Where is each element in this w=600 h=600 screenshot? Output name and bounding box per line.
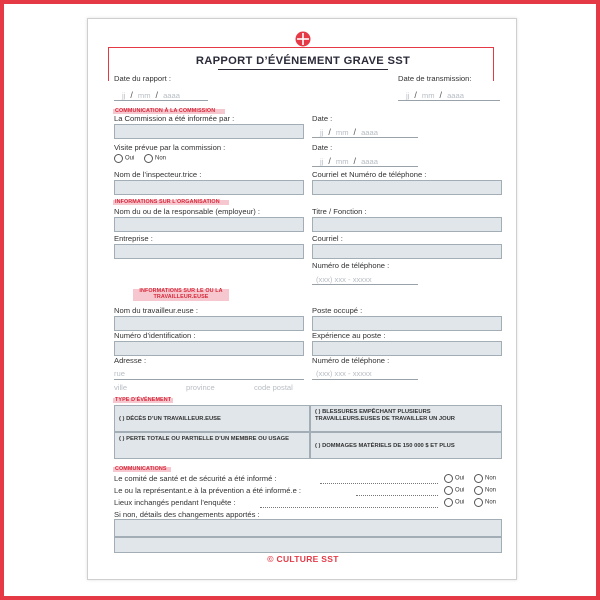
title-underline bbox=[218, 69, 388, 70]
visit-date-label: Date : bbox=[312, 143, 333, 152]
report-date-input[interactable]: jj / mm / aaaa bbox=[122, 90, 180, 100]
job-title-label: Titre / Fonction : bbox=[312, 207, 367, 216]
radio-circle-icon[interactable] bbox=[114, 154, 123, 163]
site-no-option[interactable]: Non bbox=[474, 498, 496, 507]
worker-experience-field[interactable] bbox=[312, 341, 502, 356]
province-input[interactable]: province bbox=[186, 383, 215, 392]
report-form-page bbox=[87, 18, 517, 580]
committee-yes-option[interactable]: Oui bbox=[444, 474, 464, 483]
inspector-name-field[interactable] bbox=[114, 180, 304, 195]
commission-date-input[interactable]: jj / mm / aaaa bbox=[320, 127, 378, 137]
worker-position-field[interactable] bbox=[312, 316, 502, 331]
transmission-date-input[interactable]: jj / mm / aaaa bbox=[406, 90, 464, 100]
worker-name-field[interactable] bbox=[114, 316, 304, 331]
changes-details-field-2[interactable] bbox=[114, 537, 502, 553]
commission-date-label: Date : bbox=[312, 114, 333, 123]
communications-section-title: COMMUNICATIONS bbox=[115, 466, 167, 472]
worker-name-label: Nom du travailleur.euse : bbox=[114, 306, 198, 315]
visit-yes-option[interactable]: Oui bbox=[114, 154, 134, 163]
org-email-label: Courriel : bbox=[312, 234, 343, 243]
changes-details-field-1[interactable] bbox=[114, 519, 502, 537]
visit-date-underline bbox=[312, 166, 418, 167]
radio-circle-icon[interactable] bbox=[444, 474, 453, 483]
event-option-limb-loss[interactable]: ( ) PERTE TOTALE OU PARTIELLE D’UN MEMBRE OU USAGE bbox=[114, 432, 310, 459]
report-date-label: Date du rapport : bbox=[114, 74, 171, 83]
worker-id-field[interactable] bbox=[114, 341, 304, 356]
transmission-date-underline bbox=[398, 100, 500, 101]
dotted-leader bbox=[356, 495, 438, 496]
footer-brand bbox=[88, 554, 518, 564]
worker-experience-label: Expérience au poste : bbox=[312, 331, 386, 340]
dotted-leader bbox=[320, 483, 438, 484]
worker-id-label: Numéro d’identification : bbox=[114, 331, 196, 340]
event-option-material-damage[interactable]: ( ) DOMMAGES MATÉRIELS DE 150 000 $ ET PLUS bbox=[310, 432, 502, 459]
brand-name: CULTURE SST bbox=[276, 554, 339, 564]
org-phone-label: Numéro de téléphone : bbox=[312, 261, 390, 270]
organisation-section-title: INFORMATIONS SUR L’ORGANISATION bbox=[115, 199, 220, 205]
worker-phone-label: Numéro de téléphone : bbox=[312, 356, 390, 365]
street-underline bbox=[114, 379, 304, 380]
org-phone-underline bbox=[312, 284, 418, 285]
radio-circle-icon[interactable] bbox=[144, 154, 153, 163]
copyright-icon: © bbox=[267, 554, 274, 564]
worker-address-label: Adresse : bbox=[114, 356, 147, 365]
radio-circle-icon[interactable] bbox=[474, 474, 483, 483]
responsible-name-field[interactable] bbox=[114, 217, 304, 232]
changes-details-label: Si non, détails des changements apportés : bbox=[114, 510, 260, 519]
inspector-contact-label: Courriel et Numéro de téléphone : bbox=[312, 170, 427, 179]
company-field[interactable] bbox=[114, 244, 304, 259]
diamond-logo-icon bbox=[295, 31, 311, 47]
visit-date-input[interactable]: jj / mm / aaaa bbox=[320, 156, 378, 166]
visit-no-option[interactable]: Non bbox=[144, 154, 166, 163]
inspector-name-label: Nom de l’inspecteur.trice : bbox=[114, 170, 202, 179]
site-unchanged-label: Lieux inchangés pendant l’enquête : bbox=[114, 498, 236, 507]
radio-circle-icon[interactable] bbox=[474, 498, 483, 507]
event-option-death[interactable]: ( ) DÉCÈS D’UN TRAVAILLEUR.EUSE bbox=[114, 405, 310, 432]
org-email-field[interactable] bbox=[312, 244, 502, 259]
dotted-leader bbox=[260, 507, 438, 508]
radio-circle-icon[interactable] bbox=[444, 498, 453, 507]
worker-position-label: Poste occupé : bbox=[312, 306, 363, 315]
site-yes-option[interactable]: Oui bbox=[444, 498, 464, 507]
responsible-name-label: Nom du ou de la responsable (employeur) : bbox=[114, 207, 261, 216]
worker-section-title: INFORMATIONS SUR LE OU LA TRAVAILLEUR.EUSE bbox=[139, 288, 223, 301]
city-input[interactable]: ville bbox=[114, 383, 128, 392]
informed-by-field[interactable] bbox=[114, 124, 304, 139]
committee-informed-label: Le comité de santé et de sécurité a été informé : bbox=[114, 474, 277, 483]
prevention-no-option[interactable]: Non bbox=[474, 486, 496, 495]
committee-no-option[interactable]: Non bbox=[474, 474, 496, 483]
inspector-contact-field[interactable] bbox=[312, 180, 502, 195]
postal-code-input[interactable]: code postal bbox=[254, 383, 293, 392]
street-input[interactable]: rue bbox=[114, 369, 125, 378]
event-option-injuries[interactable]: ( ) BLESSURES EMPÊCHANT PLUSIEURS TRAVAILLEURS.EUSES DE TRAVAILLER UN JOUR bbox=[310, 405, 502, 432]
visit-planned-label: Visite prévue par la commission : bbox=[114, 143, 226, 152]
report-date-underline bbox=[114, 100, 208, 101]
job-title-field[interactable] bbox=[312, 217, 502, 232]
radio-circle-icon[interactable] bbox=[444, 486, 453, 495]
page-title: RAPPORT D’ÉVÉNEMENT GRAVE SST bbox=[195, 55, 411, 67]
transmission-date-label: Date de transmission: bbox=[398, 74, 472, 83]
prevention-yes-option[interactable]: Oui bbox=[444, 486, 464, 495]
commission-section-title: COMMUNICATION À LA COMMISSION bbox=[115, 108, 216, 114]
informed-by-label: La Commission a été informée par : bbox=[114, 114, 235, 123]
commission-date-underline bbox=[312, 137, 418, 138]
org-phone-input[interactable]: (xxx) xxx - xxxxx bbox=[316, 275, 372, 284]
worker-phone-underline bbox=[312, 379, 418, 380]
event-type-section-title: TYPE D’ÉVÉNEMENT bbox=[115, 397, 172, 403]
company-label: Entreprise : bbox=[114, 234, 153, 243]
worker-phone-input[interactable]: (xxx) xxx - xxxxx bbox=[316, 369, 372, 378]
prevention-rep-label: Le ou la représentant.e à la prévention a été informé.e : bbox=[114, 486, 302, 495]
radio-circle-icon[interactable] bbox=[474, 486, 483, 495]
